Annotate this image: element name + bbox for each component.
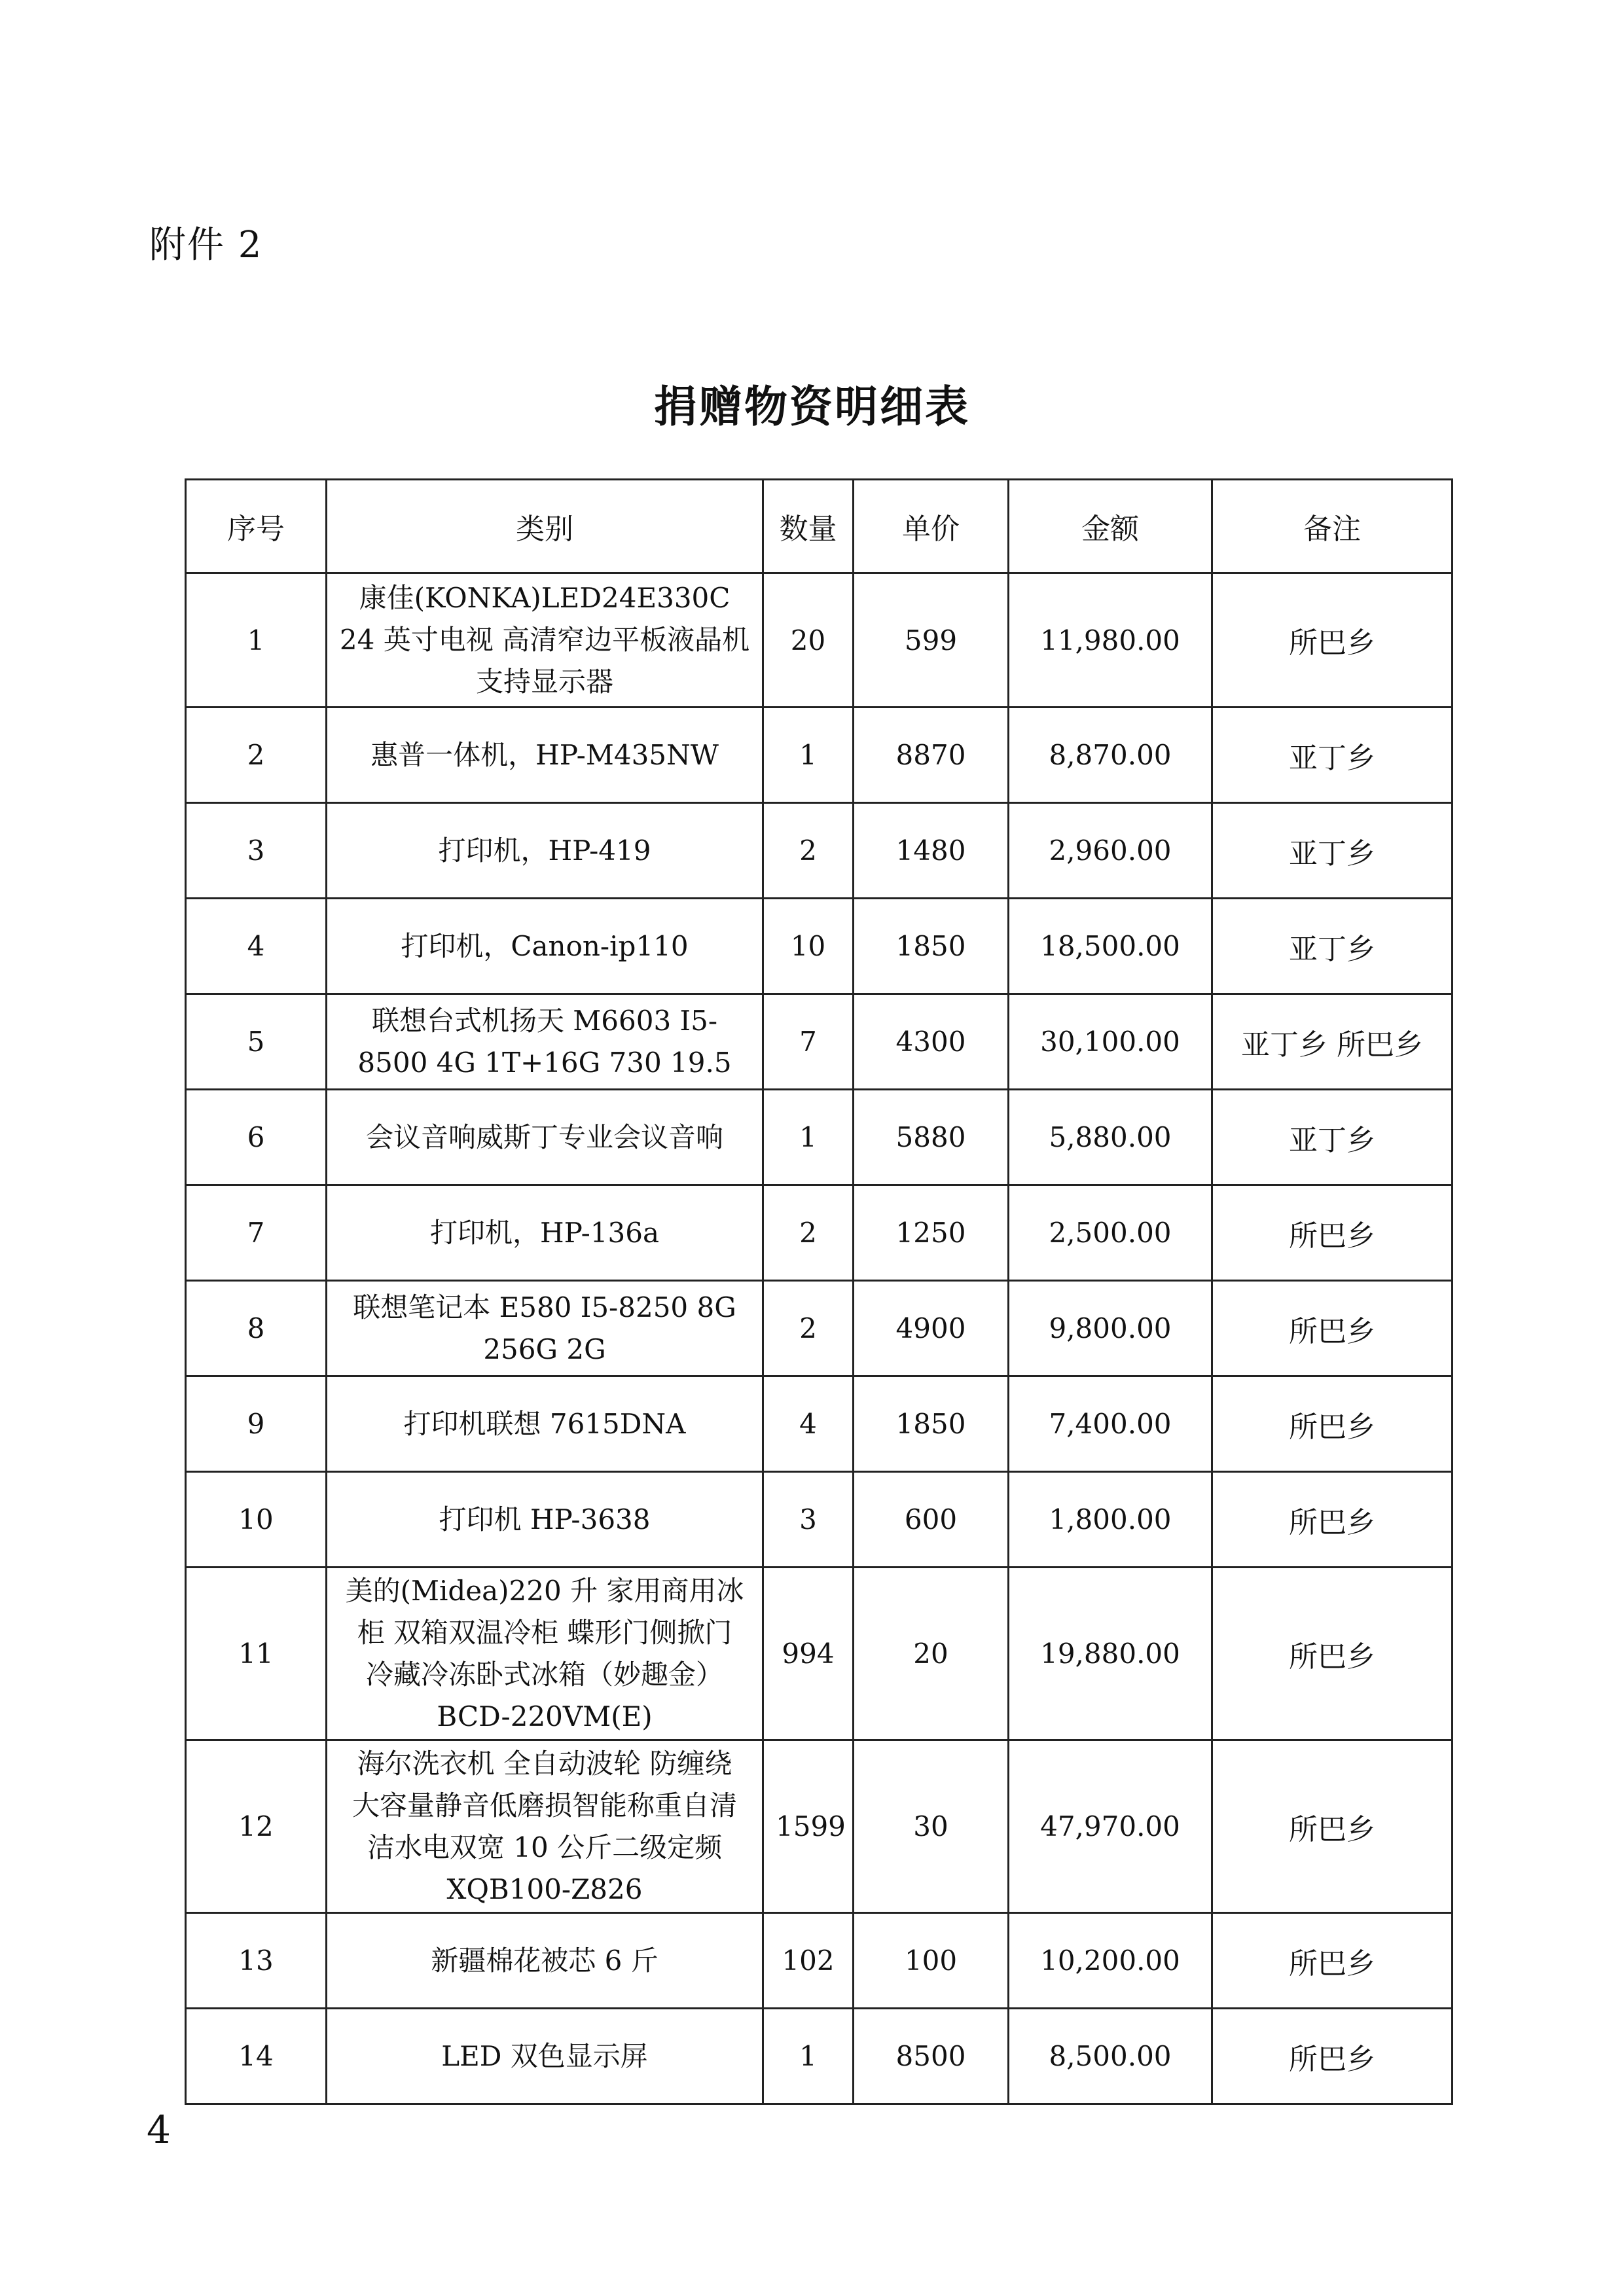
cell-item: 联想台式机扬天 M6603 I5-8500 4G 1T+16G 730 19.5	[327, 994, 763, 1090]
cell-price: 20	[854, 1568, 1009, 1740]
cell-remark: 亚丁乡	[1212, 899, 1453, 994]
cell-qty: 2	[763, 1185, 854, 1281]
cell-amount: 10,200.00	[1009, 1913, 1212, 2009]
cell-no: 8	[186, 1281, 327, 1376]
cell-item: 打印机联想 7615DNA	[327, 1376, 763, 1472]
cell-qty: 20	[763, 573, 854, 708]
cell-no: 3	[186, 803, 327, 899]
cell-no: 2	[186, 708, 327, 803]
cell-amount: 1,800.00	[1009, 1472, 1212, 1568]
cell-price: 100	[854, 1913, 1009, 2009]
cell-remark: 亚丁乡	[1212, 1090, 1453, 1185]
cell-price: 5880	[854, 1090, 1009, 1185]
column-header-no: 序号	[186, 480, 327, 573]
cell-qty: 994	[763, 1568, 854, 1740]
cell-no: 6	[186, 1090, 327, 1185]
attachment-label: 附件 2	[149, 224, 263, 266]
cell-amount: 18,500.00	[1009, 899, 1212, 994]
cell-qty: 3	[763, 1472, 854, 1568]
table-row	[186, 899, 1453, 994]
cell-no: 9	[186, 1376, 327, 1472]
cell-qty: 2	[763, 803, 854, 899]
cell-price: 600	[854, 1472, 1009, 1568]
cell-item: 康佳(KONKA)LED24E330C 24 英寸电视 高清窄边平板液晶机支持显示器	[327, 573, 763, 708]
cell-qty: 1	[763, 708, 854, 803]
cell-item: 打印机，HP-136a	[327, 1185, 763, 1281]
cell-no: 7	[186, 1185, 327, 1281]
table-row	[186, 2009, 1453, 2104]
table-header-row	[186, 480, 1453, 573]
cell-no: 13	[186, 1913, 327, 2009]
cell-price: 1250	[854, 1185, 1009, 1281]
cell-price: 599	[854, 573, 1009, 708]
cell-no: 14	[186, 2009, 327, 2104]
cell-amount: 9,800.00	[1009, 1281, 1212, 1376]
cell-no: 12	[186, 1740, 327, 1913]
cell-amount: 19,880.00	[1009, 1568, 1212, 1740]
cell-price: 4300	[854, 994, 1009, 1090]
cell-item: 打印机，HP-419	[327, 803, 763, 899]
cell-no: 10	[186, 1472, 327, 1568]
cell-item: 惠普一体机，HP-M435NW	[327, 708, 763, 803]
cell-qty: 1599	[763, 1740, 854, 1913]
cell-qty: 7	[763, 994, 854, 1090]
cell-item: 打印机 HP-3638	[327, 1472, 763, 1568]
cell-amount: 8,870.00	[1009, 708, 1212, 803]
cell-amount: 8,500.00	[1009, 2009, 1212, 2104]
cell-price: 30	[854, 1740, 1009, 1913]
column-header-qty: 数量	[763, 480, 854, 573]
cell-item: LED 双色显示屏	[327, 2009, 763, 2104]
cell-remark: 亚丁乡	[1212, 803, 1453, 899]
cell-remark: 所巴乡	[1212, 1740, 1453, 1913]
page-title: 捐赠物资明细表	[654, 382, 970, 432]
table-row	[186, 803, 1453, 899]
cell-no: 5	[186, 994, 327, 1090]
page-number: 4	[147, 2108, 171, 2152]
cell-qty: 1	[763, 1090, 854, 1185]
column-header-price: 单价	[854, 480, 1009, 573]
cell-qty: 4	[763, 1376, 854, 1472]
cell-qty: 102	[763, 1913, 854, 2009]
cell-remark: 亚丁乡 所巴乡	[1212, 994, 1453, 1090]
column-header-amount: 金额	[1009, 480, 1212, 573]
table-row	[186, 1740, 1453, 1913]
cell-item: 新疆棉花被芯 6 斤	[327, 1913, 763, 2009]
cell-no: 11	[186, 1568, 327, 1740]
cell-item: 打印机，Canon-ip110	[327, 899, 763, 994]
cell-amount: 47,970.00	[1009, 1740, 1212, 1913]
table-row	[186, 1185, 1453, 1281]
cell-remark: 所巴乡	[1212, 1376, 1453, 1472]
cell-amount: 11,980.00	[1009, 573, 1212, 708]
cell-no: 4	[186, 899, 327, 994]
cell-amount: 2,960.00	[1009, 803, 1212, 899]
column-header-item: 类别	[327, 480, 763, 573]
cell-item: 会议音响威斯丁专业会议音响	[327, 1090, 763, 1185]
table-row	[186, 708, 1453, 803]
cell-item: 海尔洗衣机 全自动波轮 防缠绕 大容量静音低磨损智能称重自清洁水电双宽 10 公斤二级定频 XQB100-Z826	[327, 1740, 763, 1913]
table-row	[186, 994, 1453, 1090]
table-row	[186, 1472, 1453, 1568]
cell-price: 1850	[854, 1376, 1009, 1472]
cell-qty: 10	[763, 899, 854, 994]
cell-qty: 1	[763, 2009, 854, 2104]
column-header-remark: 备注	[1212, 480, 1453, 573]
cell-remark: 所巴乡	[1212, 1185, 1453, 1281]
cell-amount: 2,500.00	[1009, 1185, 1212, 1281]
cell-price: 8500	[854, 2009, 1009, 2104]
table-row	[186, 1090, 1453, 1185]
cell-price: 1850	[854, 899, 1009, 994]
cell-price: 4900	[854, 1281, 1009, 1376]
cell-no: 1	[186, 573, 327, 708]
cell-remark: 所巴乡	[1212, 1568, 1453, 1740]
table-row	[186, 1913, 1453, 2009]
cell-amount: 7,400.00	[1009, 1376, 1212, 1472]
cell-price: 8870	[854, 708, 1009, 803]
table-row	[186, 573, 1453, 708]
cell-qty: 2	[763, 1281, 854, 1376]
cell-amount: 5,880.00	[1009, 1090, 1212, 1185]
cell-remark: 所巴乡	[1212, 573, 1453, 708]
cell-amount: 30,100.00	[1009, 994, 1212, 1090]
cell-remark: 亚丁乡	[1212, 708, 1453, 803]
cell-remark: 所巴乡	[1212, 1913, 1453, 2009]
table-row	[186, 1376, 1453, 1472]
cell-remark: 所巴乡	[1212, 1281, 1453, 1376]
table-row	[186, 1568, 1453, 1740]
cell-item: 美的(Midea)220 升 家用商用冰柜 双箱双温冷柜 蝶形门侧掀门 冷藏冷冻卧式冰箱（妙趣金）BCD-220VM(E)	[327, 1568, 763, 1740]
cell-price: 1480	[854, 803, 1009, 899]
cell-remark: 所巴乡	[1212, 2009, 1453, 2104]
donation-table	[185, 478, 1453, 2105]
table-row	[186, 1281, 1453, 1376]
cell-item: 联想笔记本 E580 I5-8250 8G 256G 2G	[327, 1281, 763, 1376]
cell-remark: 所巴乡	[1212, 1472, 1453, 1568]
